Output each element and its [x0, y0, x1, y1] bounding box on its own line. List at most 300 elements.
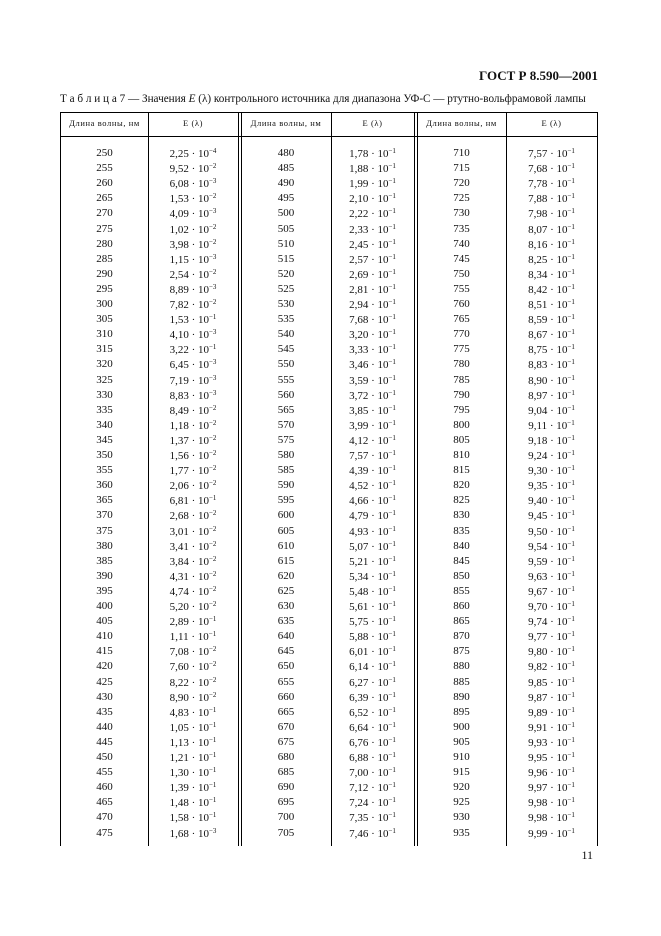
irradiance-cell — [148, 600, 238, 613]
mantissa: 7,82 — [169, 299, 189, 311]
multiplier: · 10 — [188, 601, 209, 613]
irradiance-cell — [148, 691, 238, 704]
multiplier: · 10 — [547, 706, 568, 719]
exponent: −2 — [208, 479, 217, 488]
multiplier: · 10 — [547, 419, 568, 432]
multiplier: · 10 — [547, 268, 568, 281]
mantissa: 2,94 — [349, 299, 369, 311]
wavelength-cell: 495 — [277, 192, 295, 205]
irradiance-cell — [148, 162, 238, 175]
exponent: −1 — [567, 373, 575, 382]
multiplier: · 10 — [368, 510, 389, 523]
multiplier: · 10 — [188, 721, 209, 734]
wavelength-cell: 285 — [96, 252, 113, 265]
exponent: −1 — [567, 433, 575, 442]
mantissa: 9,98 — [528, 812, 548, 825]
exponent: −1 — [567, 162, 575, 171]
multiplier: · 10 — [547, 827, 568, 840]
multiplier: · 10 — [188, 691, 209, 704]
irradiance-cell — [148, 253, 238, 266]
irradiance-cell — [331, 374, 414, 387]
wavelength-cell: 465 — [96, 796, 113, 809]
exponent: −2 — [208, 600, 217, 608]
irradiance-cell — [148, 358, 238, 371]
wavelength-cell: 265 — [96, 192, 113, 205]
exponent: −1 — [567, 479, 575, 488]
multiplier: · 10 — [547, 495, 568, 508]
wavelength-cell: 315 — [96, 343, 113, 356]
irradiance-cell — [331, 464, 414, 477]
exponent: −1 — [208, 313, 217, 322]
mantissa: 3,72 — [349, 389, 369, 402]
mantissa: 4,10 — [169, 329, 189, 342]
multiplier: · 10 — [368, 374, 389, 387]
wavelength-cell: 845 — [453, 554, 470, 567]
exponent: −1 — [388, 162, 396, 171]
irradiance-cell — [148, 268, 238, 281]
exponent: −1 — [388, 539, 396, 548]
wavelength-cell: 915 — [453, 766, 470, 779]
multiplier: · 10 — [547, 329, 568, 342]
multiplier: · 10 — [188, 404, 209, 417]
mantissa: 9,87 — [528, 691, 548, 704]
multiplier: · 10 — [547, 736, 568, 749]
wavelength-cell: 815 — [453, 464, 470, 477]
multiplier: · 10 — [188, 148, 209, 160]
mantissa: 2,89 — [169, 616, 189, 629]
exponent: −3 — [208, 328, 217, 337]
exponent: −1 — [567, 177, 575, 186]
wavelength-cell: 900 — [453, 720, 470, 733]
irradiance-cell — [148, 540, 238, 553]
irradiance-cell — [148, 615, 238, 628]
wavelength-cell: 865 — [453, 615, 470, 628]
mantissa: 1,99 — [349, 178, 369, 191]
exponent: −1 — [388, 464, 396, 473]
multiplier: · 10 — [547, 359, 568, 372]
exponent: −1 — [388, 630, 396, 639]
irradiance-cell — [331, 585, 414, 598]
mantissa: 2,81 — [349, 283, 369, 296]
wavelength-cell: 505 — [277, 222, 295, 235]
multiplier: · 10 — [547, 434, 568, 447]
mantissa: 4,39 — [349, 465, 369, 478]
mantissa: 9,67 — [528, 585, 548, 598]
exponent: −1 — [388, 584, 396, 593]
wavelength-cell: 405 — [96, 615, 113, 628]
wavelength-cell: 575 — [277, 433, 295, 446]
wavelength-cell: 800 — [453, 418, 470, 431]
multiplier: · 10 — [188, 827, 209, 840]
wavelength-cell: 590 — [277, 479, 295, 492]
exponent: −1 — [567, 403, 575, 412]
wavelength-cell: 675 — [277, 735, 295, 748]
mantissa: 2,57 — [349, 253, 369, 266]
irradiance-cell — [506, 253, 597, 266]
wavelength-cell: 520 — [277, 267, 295, 280]
mantissa: 2,10 — [349, 193, 369, 206]
wavelength-cell: 375 — [96, 524, 113, 537]
exponent: −2 — [208, 584, 217, 593]
mantissa: 6,88 — [349, 752, 369, 764]
exponent: −1 — [388, 615, 396, 624]
exponent: −1 — [567, 720, 575, 729]
irradiance-cell — [506, 615, 597, 628]
irradiance-cell — [506, 419, 597, 432]
irradiance-cell — [506, 766, 597, 779]
exponent: −1 — [567, 554, 575, 563]
mantissa: 2,69 — [349, 268, 369, 281]
wavelength-cell: 650 — [277, 660, 295, 673]
mantissa: 7,88 — [528, 193, 548, 206]
page-number: 11 — [581, 848, 593, 862]
irradiance-cell — [331, 736, 414, 749]
multiplier: · 10 — [547, 404, 568, 417]
irradiance-cell — [148, 555, 238, 568]
exponent: −3 — [208, 373, 217, 382]
wavelength-cell: 535 — [277, 313, 295, 326]
exponent: −2 — [208, 237, 217, 246]
wavelength-cell: 560 — [277, 388, 295, 401]
wavelength-cell: 835 — [453, 524, 470, 537]
irradiance-cell — [506, 434, 597, 447]
multiplier: · 10 — [368, 782, 389, 795]
multiplier: · 10 — [547, 223, 568, 236]
multiplier: · 10 — [547, 540, 568, 553]
exponent: −3 — [208, 388, 217, 397]
multiplier: · 10 — [547, 208, 568, 221]
wavelength-cell: 925 — [453, 796, 470, 809]
wavelength-cell: 250 — [96, 147, 113, 159]
mantissa: 1,11 — [169, 631, 189, 644]
column-divider — [238, 113, 239, 846]
mantissa: 9,89 — [528, 706, 548, 719]
exponent: −1 — [388, 433, 396, 442]
mantissa: 5,48 — [349, 585, 369, 598]
wavelength-cell: 380 — [96, 539, 113, 552]
column-header: Длина волны, нм — [250, 118, 322, 128]
exponent: −1 — [208, 811, 217, 820]
wavelength-cell: 350 — [96, 449, 113, 461]
multiplier: · 10 — [368, 253, 389, 266]
irradiance-cell — [148, 238, 238, 251]
irradiance-cell — [148, 283, 238, 296]
exponent: −1 — [388, 403, 396, 412]
mantissa: 7,68 — [349, 314, 369, 327]
multiplier: · 10 — [188, 193, 209, 206]
wavelength-cell: 830 — [453, 509, 470, 522]
multiplier: · 10 — [368, 752, 389, 764]
exponent: −1 — [208, 766, 217, 775]
wavelength-cell: 385 — [96, 554, 113, 567]
exponent: −1 — [388, 388, 396, 397]
exponent: −1 — [388, 313, 396, 322]
irradiance-cell — [506, 645, 597, 658]
multiplier: · 10 — [368, 540, 389, 553]
exponent: −1 — [567, 751, 575, 759]
irradiance-cell — [506, 268, 597, 281]
mantissa: 1,13 — [169, 736, 189, 749]
exponent: −1 — [567, 645, 575, 654]
irradiance-cell — [331, 796, 414, 809]
mantissa: 6,52 — [349, 706, 369, 719]
multiplier: · 10 — [547, 661, 568, 674]
exponent: −2 — [208, 690, 217, 699]
multiplier: · 10 — [547, 767, 568, 780]
irradiance-cell — [506, 585, 597, 598]
irradiance-cell — [331, 494, 414, 507]
exponent: −2 — [208, 192, 217, 201]
exponent: −1 — [567, 358, 575, 367]
wavelength-cell: 810 — [453, 449, 470, 461]
multiplier: · 10 — [188, 585, 209, 598]
mantissa: 1,53 — [169, 193, 189, 206]
exponent: −1 — [388, 449, 396, 457]
exponent: −1 — [208, 615, 217, 624]
multiplier: · 10 — [547, 797, 568, 810]
multiplier: · 10 — [368, 676, 389, 689]
exponent: −1 — [388, 554, 396, 563]
mantissa: 9,98 — [528, 797, 548, 810]
exponent: −1 — [388, 720, 396, 729]
mantissa: 6,27 — [349, 676, 369, 689]
irradiance-cell — [506, 479, 597, 492]
wavelength-cell: 355 — [96, 464, 113, 477]
mantissa: 9,95 — [528, 752, 548, 764]
multiplier: · 10 — [547, 465, 568, 478]
exponent: −2 — [208, 449, 217, 457]
multiplier: · 10 — [188, 736, 209, 749]
wavelength-cell: 275 — [96, 222, 113, 235]
wavelength-cell: 330 — [96, 388, 113, 401]
multiplier: · 10 — [188, 555, 209, 568]
multiplier: · 10 — [547, 253, 568, 266]
wavelength-cell: 685 — [277, 766, 295, 779]
mantissa: 8,83 — [528, 359, 548, 372]
multiplier: · 10 — [368, 283, 389, 296]
wavelength-cell: 890 — [453, 690, 470, 703]
multiplier: · 10 — [547, 374, 568, 387]
wavelength-cell: 305 — [96, 313, 113, 326]
mantissa: 8,42 — [528, 283, 548, 296]
exponent: −1 — [567, 569, 575, 578]
exponent: −1 — [567, 675, 575, 684]
multiplier: · 10 — [547, 178, 568, 191]
multiplier: · 10 — [188, 253, 209, 266]
exponent: −1 — [567, 267, 575, 276]
mantissa: 5,75 — [349, 616, 369, 629]
wavelength-cell: 795 — [453, 403, 470, 416]
irradiance-cell — [148, 827, 238, 840]
wavelength-cell: 260 — [96, 177, 113, 190]
irradiance-cell — [506, 630, 597, 643]
multiplier: · 10 — [368, 465, 389, 478]
wavelength-cell: 745 — [453, 252, 470, 265]
mantissa: 1,18 — [169, 419, 189, 432]
mantissa: 9,91 — [528, 721, 548, 734]
wavelength-cell: 910 — [453, 751, 470, 763]
mantissa: 2,22 — [349, 208, 369, 221]
multiplier: · 10 — [547, 676, 568, 689]
exponent: −1 — [567, 147, 575, 155]
multiplier: · 10 — [547, 631, 568, 644]
multiplier: · 10 — [547, 148, 568, 160]
irradiance-cell — [148, 328, 238, 341]
irradiance-cell — [506, 449, 597, 462]
caption-symbol: E — [188, 93, 196, 105]
exponent: −3 — [208, 358, 217, 367]
irradiance-cell — [331, 192, 414, 205]
mantissa: 1,30 — [169, 767, 189, 780]
multiplier: · 10 — [368, 706, 389, 719]
mantissa: 9,74 — [528, 616, 548, 629]
exponent: −2 — [208, 645, 217, 654]
exponent: −2 — [208, 433, 217, 442]
exponent: −1 — [208, 735, 217, 744]
multiplier: · 10 — [547, 601, 568, 613]
exponent: −1 — [388, 826, 396, 835]
wavelength-cell: 300 — [96, 298, 113, 310]
mantissa: 8,67 — [528, 329, 548, 342]
mantissa: 9,24 — [528, 450, 548, 462]
exponent: −1 — [567, 494, 575, 503]
multiplier: · 10 — [547, 344, 568, 357]
irradiance-cell — [506, 192, 597, 205]
irradiance-cell — [506, 328, 597, 341]
exponent: −1 — [208, 494, 217, 503]
multiplier: · 10 — [368, 314, 389, 327]
wavelength-cell: 570 — [277, 418, 295, 431]
mantissa: 7,24 — [349, 797, 369, 810]
mantissa: 1,21 — [169, 752, 189, 764]
mantissa: 8,25 — [528, 253, 548, 266]
irradiance-cell — [506, 600, 597, 613]
irradiance-cell — [506, 660, 597, 673]
multiplier: · 10 — [368, 495, 389, 508]
exponent: −2 — [208, 660, 217, 669]
wavelength-cell: 480 — [277, 147, 295, 159]
mantissa: 8,16 — [528, 238, 548, 251]
wavelength-cell: 580 — [277, 449, 295, 461]
exponent: −1 — [567, 539, 575, 548]
multiplier: · 10 — [368, 631, 389, 644]
irradiance-cell — [506, 570, 597, 583]
irradiance-cell — [331, 751, 414, 764]
wavelength-cell: 705 — [277, 826, 295, 839]
irradiance-cell — [331, 645, 414, 658]
wavelength-cell: 760 — [453, 298, 470, 310]
mantissa: 9,80 — [528, 646, 548, 659]
exponent: −1 — [567, 796, 575, 805]
multiplier: · 10 — [368, 299, 389, 311]
irradiance-cell — [331, 223, 414, 236]
irradiance-cell — [148, 630, 238, 643]
exponent: −1 — [388, 177, 396, 186]
caption-suffix: контрольного источника для диапазона УФ-С — ртутно-вольфрамовой лампы — [211, 93, 586, 105]
irradiance-cell — [148, 419, 238, 432]
mantissa: 7,46 — [349, 827, 369, 840]
exponent: −1 — [567, 464, 575, 473]
wavelength-cell: 430 — [96, 690, 113, 703]
multiplier: · 10 — [188, 359, 209, 372]
wavelength-cell: 475 — [96, 826, 113, 839]
wavelength-cell: 770 — [453, 328, 470, 341]
wavelength-cell: 640 — [277, 630, 295, 643]
mantissa: 9,30 — [528, 465, 548, 478]
mantissa: 4,31 — [169, 570, 189, 583]
irradiance-cell — [331, 706, 414, 719]
wavelength-cell: 365 — [96, 494, 113, 507]
exponent: −1 — [567, 509, 575, 518]
irradiance-cell — [331, 207, 414, 220]
irradiance-cell — [506, 736, 597, 749]
multiplier: · 10 — [368, 359, 389, 372]
multiplier: · 10 — [188, 329, 209, 342]
mantissa: 9,70 — [528, 601, 548, 613]
irradiance-cell — [148, 207, 238, 220]
wavelength-cell: 850 — [453, 569, 470, 582]
mantissa: 4,12 — [349, 434, 369, 447]
mantissa: 7,68 — [528, 163, 548, 176]
wavelength-cell: 765 — [453, 313, 470, 326]
exponent: −1 — [388, 494, 396, 503]
irradiance-cell — [331, 177, 414, 190]
mantissa: 1,88 — [349, 163, 369, 176]
exponent: −1 — [567, 343, 575, 352]
irradiance-cell — [148, 645, 238, 658]
mantissa: 4,83 — [169, 706, 189, 719]
irradiance-cell — [506, 721, 597, 734]
wavelength-cell: 390 — [96, 569, 113, 582]
mantissa: 2,68 — [169, 510, 189, 523]
mantissa: 3,01 — [169, 525, 189, 538]
exponent: −2 — [208, 222, 217, 231]
irradiance-cell — [148, 404, 238, 417]
irradiance-cell — [331, 615, 414, 628]
mantissa: 1,58 — [169, 812, 189, 825]
wavelength-cell: 805 — [453, 433, 470, 446]
exponent: −1 — [567, 313, 575, 322]
multiplier: · 10 — [547, 525, 568, 538]
exponent: −1 — [567, 252, 575, 261]
irradiance-cell — [506, 389, 597, 402]
multiplier: · 10 — [547, 299, 568, 311]
exponent: −1 — [388, 282, 396, 291]
exponent: −1 — [567, 630, 575, 639]
mantissa: 3,84 — [169, 555, 189, 568]
multiplier: · 10 — [368, 601, 389, 613]
multiplier: · 10 — [188, 389, 209, 402]
multiplier: · 10 — [188, 344, 209, 357]
multiplier: · 10 — [547, 616, 568, 629]
irradiance-cell — [506, 781, 597, 794]
exponent: −1 — [388, 660, 396, 669]
irradiance-cell — [331, 313, 414, 326]
exponent: −1 — [567, 735, 575, 744]
irradiance-cell — [331, 343, 414, 356]
multiplier: · 10 — [368, 419, 389, 432]
irradiance-cell — [331, 540, 414, 553]
mantissa: 9,93 — [528, 736, 548, 749]
table-header — [61, 113, 597, 137]
mantissa: 5,20 — [169, 601, 189, 613]
wavelength-cell: 655 — [277, 675, 295, 688]
exponent: −1 — [567, 524, 575, 533]
mantissa: 3,20 — [349, 329, 369, 342]
multiplier: · 10 — [368, 585, 389, 598]
wavelength-cell: 680 — [277, 751, 295, 763]
mantissa: 8,22 — [169, 676, 189, 689]
